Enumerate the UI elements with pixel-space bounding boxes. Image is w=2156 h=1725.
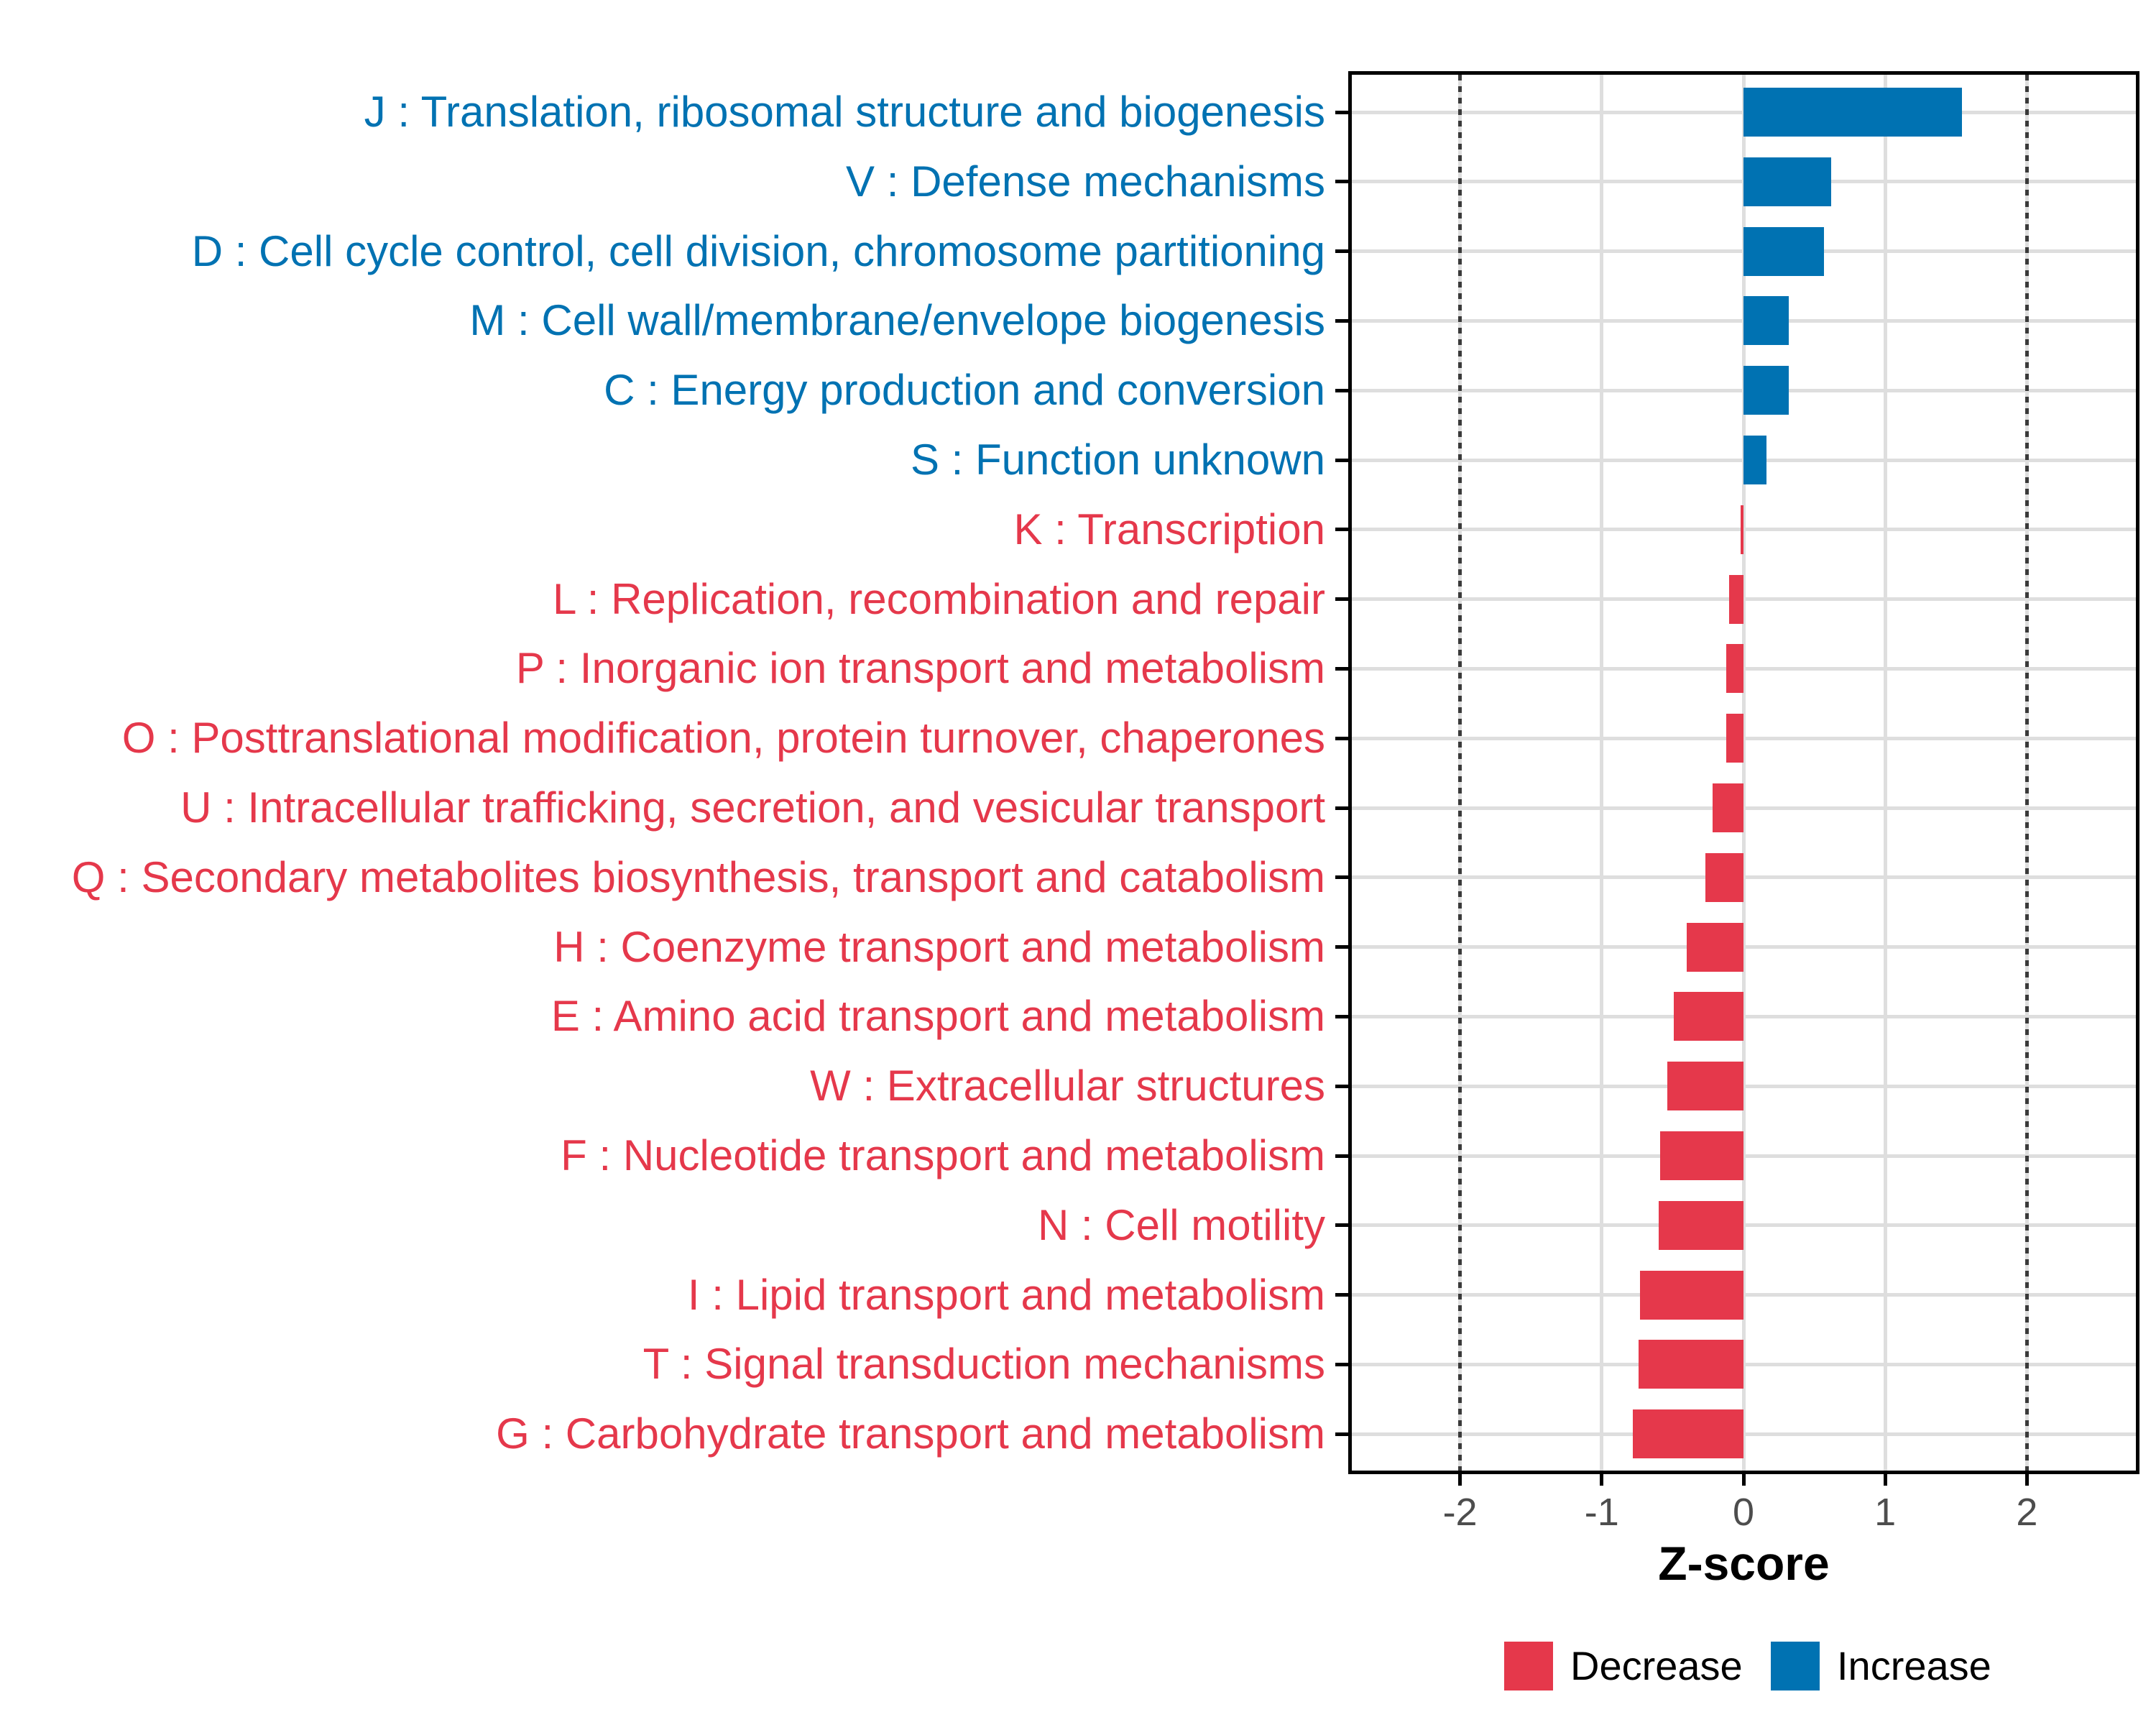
y-axis-label: S : Function unknown <box>910 436 1325 484</box>
y-axis-tick <box>1335 1154 1348 1158</box>
y-axis-tick <box>1335 389 1348 392</box>
y-axis-label: V : Defense mechanisms <box>846 157 1325 206</box>
bar-S <box>1743 436 1766 484</box>
x-axis-tick <box>1742 1474 1746 1486</box>
y-axis-tick <box>1335 1223 1348 1227</box>
bar-T <box>1639 1340 1743 1389</box>
y-axis-label: K : Transcription <box>1013 505 1325 553</box>
reference-line-dotted <box>2025 75 2029 1471</box>
bar-W <box>1667 1062 1743 1110</box>
x-axis-tick <box>1600 1474 1603 1486</box>
y-axis-tick <box>1335 875 1348 879</box>
x-axis-title: Z-score <box>1658 1537 1830 1590</box>
x-axis-tick <box>2025 1474 2029 1486</box>
gridline-vertical <box>1742 75 1746 1471</box>
bar-G <box>1633 1409 1743 1458</box>
legend-key-decrease <box>1504 1642 1553 1690</box>
y-axis-label: O : Posttranslational modification, protein turnover, chaperones <box>121 714 1325 763</box>
y-axis-tick <box>1335 1432 1348 1436</box>
y-axis-label: N : Cell motility <box>1037 1200 1325 1249</box>
legend-key-increase <box>1771 1642 1820 1690</box>
bar-V <box>1743 157 1831 206</box>
bar-Q <box>1705 853 1743 902</box>
legend-label-decrease: Decrease <box>1570 1643 1743 1688</box>
bar-H <box>1687 923 1743 972</box>
y-axis-label: C : Energy production and conversion <box>604 366 1325 415</box>
bar-K <box>1741 505 1743 554</box>
bar-J <box>1743 88 1962 137</box>
bar-L <box>1729 575 1743 624</box>
y-axis-label: T : Signal transduction mechanisms <box>642 1340 1325 1389</box>
bar-U <box>1713 783 1743 832</box>
y-axis-tick <box>1335 1363 1348 1366</box>
y-axis-label: P : Inorganic ion transport and metabolism <box>515 644 1325 693</box>
y-axis-label: W : Extracellular structures <box>810 1062 1325 1110</box>
gridline-vertical <box>1600 75 1603 1471</box>
bar-I <box>1640 1271 1743 1320</box>
y-axis-tick <box>1335 249 1348 253</box>
y-axis-tick <box>1335 111 1348 114</box>
y-axis-label: F : Nucleotide transport and metabolism <box>561 1131 1325 1179</box>
x-axis-tick-label: -2 <box>1442 1491 1478 1534</box>
y-axis-tick <box>1335 945 1348 949</box>
y-axis-tick <box>1335 528 1348 531</box>
x-axis-tick <box>1884 1474 1887 1486</box>
bar-D <box>1743 227 1824 276</box>
y-axis-tick <box>1335 667 1348 671</box>
y-axis-label: J : Translation, ribosomal structure and biogenesis <box>364 88 1325 136</box>
reference-line-dotted <box>1458 75 1462 1471</box>
bar-M <box>1743 296 1789 345</box>
legend-label-increase: Increase <box>1837 1643 1991 1688</box>
y-axis-tick <box>1335 597 1348 601</box>
x-axis-tick-label: -1 <box>1584 1491 1619 1534</box>
bar-F <box>1660 1131 1743 1180</box>
y-axis-label: I : Lipid transport and metabolism <box>687 1270 1325 1319</box>
y-axis-label: M : Cell wall/membrane/envelope biogenesis <box>469 296 1325 345</box>
bar-N <box>1659 1201 1743 1250</box>
y-axis-tick <box>1335 319 1348 323</box>
y-axis-tick <box>1335 1015 1348 1018</box>
y-axis-tick <box>1335 737 1348 740</box>
plot-panel <box>1348 71 2139 1474</box>
y-axis-tick <box>1335 1293 1348 1297</box>
y-axis-tick <box>1335 806 1348 810</box>
gridline-vertical <box>1884 75 1887 1471</box>
x-axis-tick-label: 0 <box>1732 1491 1755 1534</box>
y-axis-label: H : Coenzyme transport and metabolism <box>553 922 1325 971</box>
bar-E <box>1674 992 1743 1041</box>
y-axis-label: U : Intracellular trafficking, secretion, and vesicular transport <box>180 783 1325 832</box>
y-axis-tick <box>1335 459 1348 462</box>
bar-C <box>1743 366 1789 415</box>
x-axis-tick-label: 2 <box>2016 1491 2038 1534</box>
y-axis-label: E : Amino acid transport and metabolism <box>550 992 1325 1041</box>
bar-P <box>1726 644 1743 693</box>
y-axis-tick <box>1335 180 1348 183</box>
x-axis-tick-label: 1 <box>1874 1491 1897 1534</box>
y-axis-label: D : Cell cycle control, cell division, chromosome partitioning <box>191 226 1325 275</box>
y-axis-tick <box>1335 1085 1348 1088</box>
y-axis-label: Q : Secondary metabolites biosynthesis, transport and catabolism <box>71 852 1325 901</box>
y-axis-label: G : Carbohydrate transport and metabolism <box>496 1409 1325 1458</box>
y-axis-label: L : Replication, recombination and repair <box>552 574 1325 623</box>
bar-O <box>1726 714 1743 763</box>
x-axis-tick <box>1458 1474 1462 1486</box>
